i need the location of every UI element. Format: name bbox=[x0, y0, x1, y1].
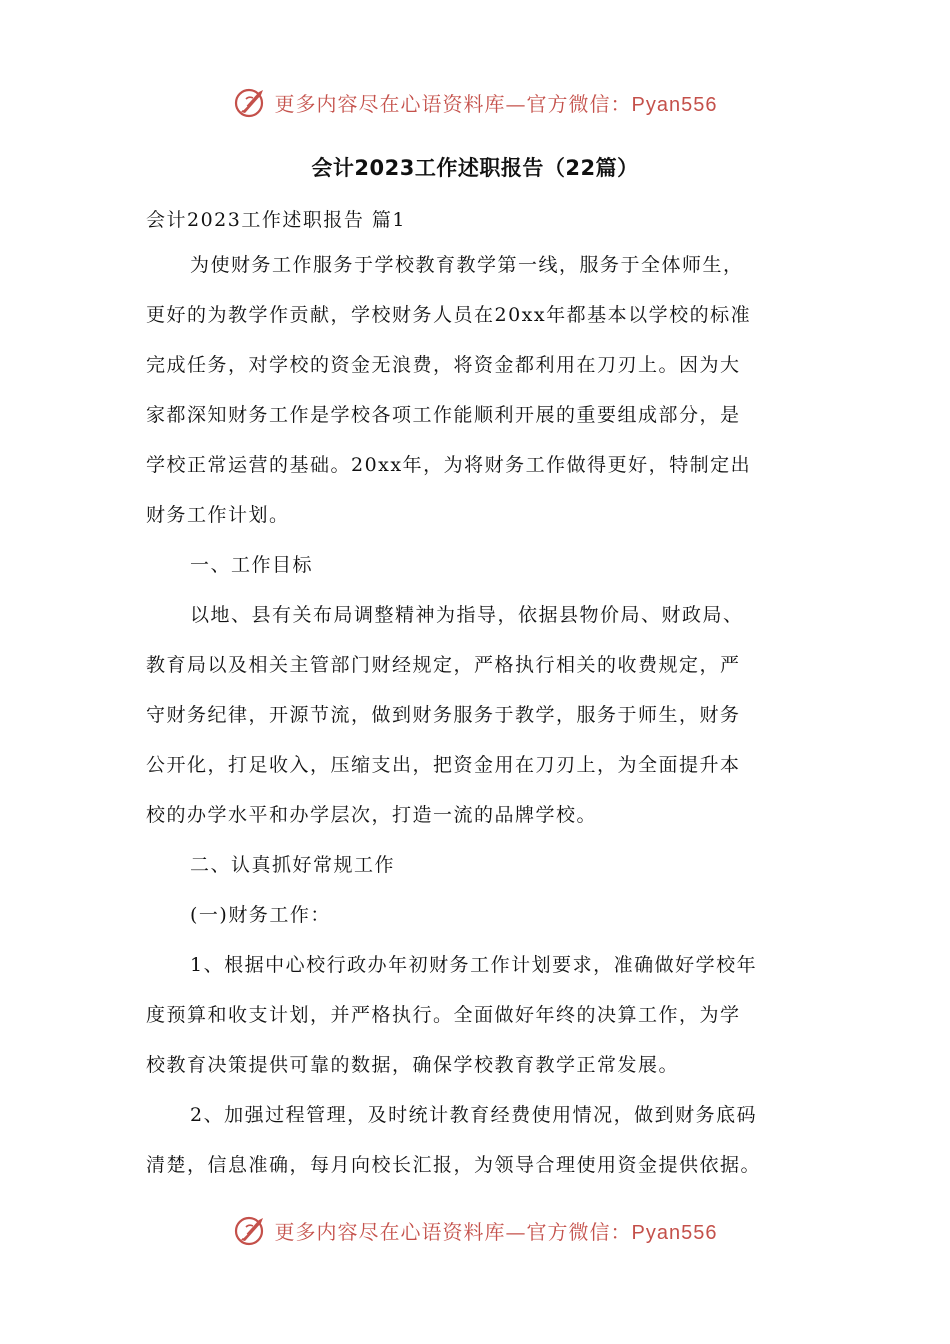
paragraph-line: 以地、县有关布局调整精神为指导，依据县物价局、财政局、 bbox=[190, 604, 744, 626]
footer-banner bbox=[0, 1208, 950, 1252]
subsection-heading: (一)财务工作： bbox=[190, 904, 331, 926]
paragraph-line: 校教育决策提供可靠的数据，确保学校教育教学正常发展。 bbox=[146, 1054, 680, 1076]
banner-slogan: 更多内容尽在心语资料库—官方微信： bbox=[274, 1219, 632, 1244]
quill-pen-circle-icon bbox=[233, 84, 269, 120]
paragraph-line: 清楚，信息准确，每月向校长汇报，为领导合理使用资金提供依据。 bbox=[146, 1154, 762, 1176]
paragraph-line: 更好的为教学作贡献，学校财务人员在20xx年都基本以学校的标准 bbox=[146, 304, 752, 326]
quill-pen-circle-icon bbox=[233, 1212, 269, 1248]
paragraph-line: 为使财务工作服务于学校教育教学第一线，服务于全体师生， bbox=[190, 254, 744, 276]
paragraph-line: 守财务纪律，开源节流，做到财务服务于教学，服务于师生，财务 bbox=[146, 704, 741, 726]
section-heading: 一、工作目标 bbox=[190, 554, 314, 576]
banner-text bbox=[275, 1216, 718, 1245]
paragraph-line: 学校正常运营的基础。20xx年，为将财务工作做得更好，特制定出 bbox=[146, 454, 752, 476]
header-banner bbox=[0, 80, 950, 124]
section-heading: 二、认真抓好常规工作 bbox=[190, 854, 396, 876]
paragraph-line: 完成任务，对学校的资金无浪费，将资金都利用在刀刃上。因为大 bbox=[146, 354, 741, 376]
banner-text bbox=[275, 88, 718, 117]
section-subtitle: 会计2023工作述职报告 篇1 bbox=[146, 209, 406, 231]
paragraph-line: 度预算和收支计划，并严格执行。全面做好年终的决算工作，为学 bbox=[146, 1004, 741, 1026]
paragraph-line: 财务工作计划。 bbox=[146, 504, 290, 526]
banner-wechat-id: Pyan556 bbox=[631, 93, 718, 116]
paragraph-line: 1、根据中心校行政办年初财务工作计划要求，准确做好学校年 bbox=[190, 954, 758, 976]
banner-wechat-id: Pyan556 bbox=[631, 1221, 718, 1244]
document-title: 会计2023工作述职报告（22篇） bbox=[311, 156, 639, 180]
paragraph-line: 2、加强过程管理，及时统计教育经费使用情况，做到财务底码 bbox=[190, 1104, 758, 1126]
paragraph-line: 教育局以及相关主管部门财经规定，严格执行相关的收费规定，严 bbox=[146, 654, 741, 676]
paragraph-line: 家都深知财务工作是学校各项工作能顺利开展的重要组成部分，是 bbox=[146, 404, 741, 426]
paragraph-line: 校的办学水平和办学层次，打造一流的品牌学校。 bbox=[146, 804, 598, 826]
document-body bbox=[146, 200, 806, 1190]
banner-slogan: 更多内容尽在心语资料库—官方微信： bbox=[274, 91, 632, 116]
paragraph-line: 公开化，打足收入，压缩支出，把资金用在刀刃上，为全面提升本 bbox=[146, 754, 741, 776]
